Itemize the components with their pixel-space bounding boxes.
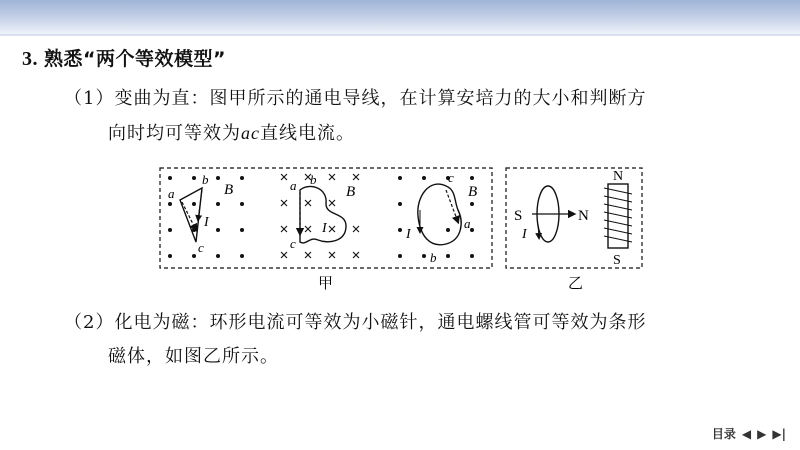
- figure-label-yi: 乙: [568, 276, 584, 292]
- ring-label-N: N: [578, 208, 589, 224]
- next-slide-button[interactable]: ▶: [757, 426, 767, 441]
- panel1-label-b: b: [202, 172, 209, 187]
- paragraph-1-line-2: [64, 116, 764, 151]
- panel3-label-I: I: [406, 227, 411, 242]
- paragraph-2-line-1: （2）化电为磁：环形电流可等效为小磁针，通电螺线管可等效为条形: [64, 312, 647, 333]
- panel3-dots: [398, 176, 474, 258]
- panel1-arrow-ab: [182, 202, 196, 230]
- panel2-label-B: B: [346, 184, 356, 200]
- panel3-label-c: c: [448, 170, 454, 185]
- paragraph-2-line-2: 磁体，如图乙所示。: [108, 346, 279, 367]
- section-heading: [22, 44, 226, 71]
- solenoid-label-N: N: [613, 169, 624, 184]
- p1-text-b: 直线电流。: [260, 123, 355, 144]
- top-banner: [0, 0, 800, 34]
- ring-label-S: S: [514, 208, 523, 224]
- paragraph-1-line-1: （1）变曲为直：图甲所示的通电导线，在计算安培力的大小和判断方: [64, 88, 647, 109]
- paragraph-2: [64, 306, 764, 374]
- menu-button[interactable]: 目录: [711, 427, 736, 441]
- prev-slide-button[interactable]: ◀: [741, 426, 752, 441]
- panel2-label-b: b: [310, 172, 317, 187]
- heading-text: 熟悉“两个等效模型”: [44, 48, 226, 70]
- solenoid-label-S: S: [613, 253, 621, 268]
- panel1-label-B: B: [224, 182, 234, 198]
- ring-label-I: I: [522, 227, 527, 242]
- panel3-label-a: a: [464, 216, 471, 231]
- ring-current-arrow: [538, 224, 539, 238]
- figure-label-jia: 甲: [318, 276, 334, 292]
- heading-number: 3.: [22, 48, 38, 70]
- panel3-label-B: B: [468, 184, 478, 200]
- panel2-label-a: a: [290, 178, 297, 193]
- figure-jia-frame: [160, 168, 492, 268]
- panel3-label-b: b: [430, 250, 437, 265]
- panel1-arrow-current: [198, 190, 202, 220]
- p1-text-a: 向时均可等效为: [108, 123, 241, 144]
- slide-navigation: [712, 425, 786, 442]
- top-divider: [0, 34, 800, 36]
- p1-italic-ac: ac: [241, 123, 260, 143]
- panel1-label-I: I: [204, 215, 209, 230]
- figure-diagram: [150, 160, 650, 300]
- panel1-label-a: a: [168, 186, 175, 201]
- panel2-label-I: I: [322, 221, 327, 236]
- paragraph-1: [64, 82, 764, 151]
- panel2-label-c: c: [290, 236, 296, 251]
- last-slide-button[interactable]: ▶|: [772, 426, 786, 441]
- panel1-label-c: c: [198, 240, 204, 255]
